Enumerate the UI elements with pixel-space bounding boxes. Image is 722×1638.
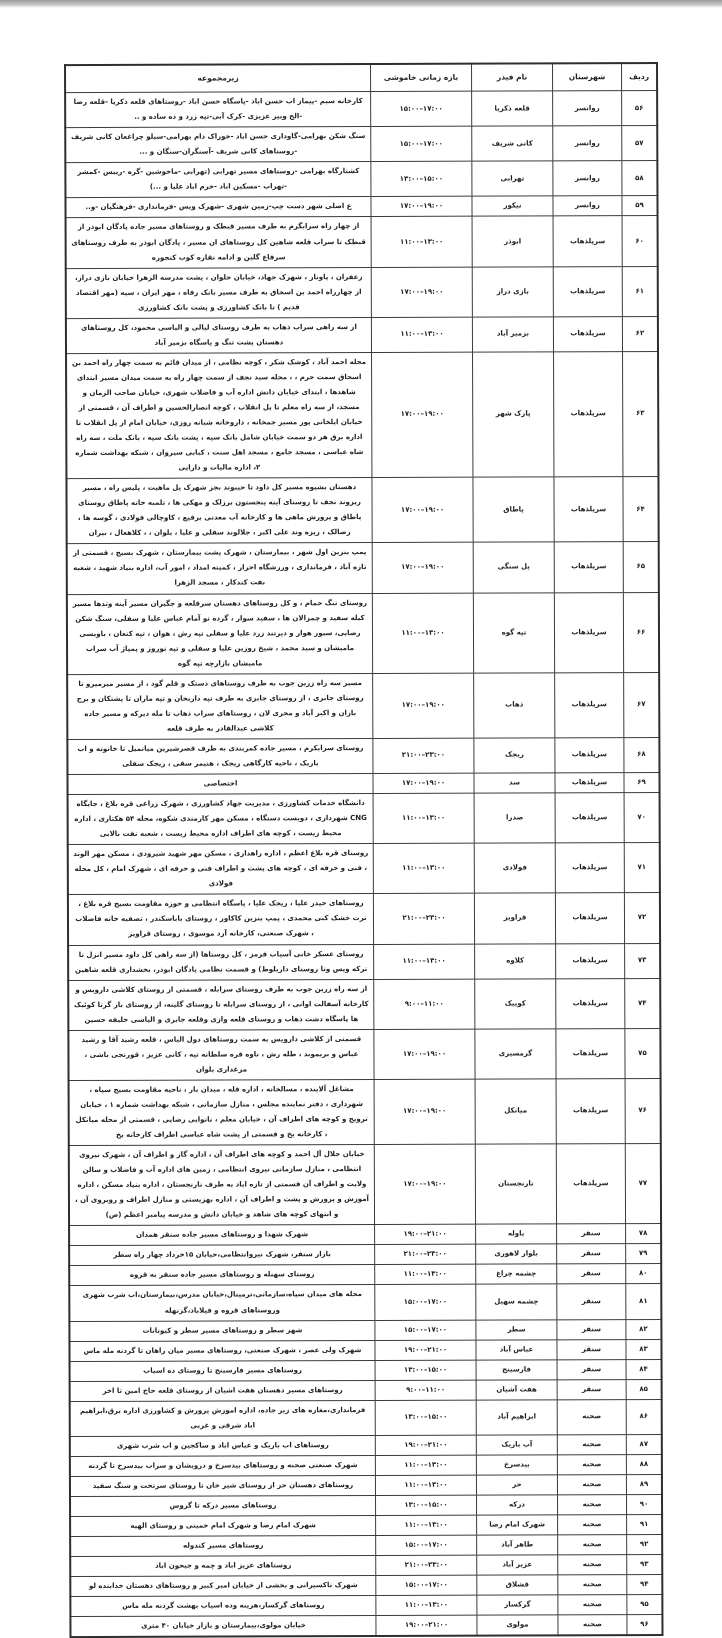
table-row <box>70 1575 662 1597</box>
cell-county: صحنه <box>558 1515 627 1535</box>
table-row <box>67 672 659 739</box>
cell-details: روستاهای عزیز اباد و چمه و جیحون اباد <box>70 1556 376 1577</box>
cell-details: روستاهای مسیر دهستان هفت اشیان از روستای قلعه حاج امین تا اخر <box>70 1380 376 1401</box>
cell-details: روستای سهنله و روستاهای مسیر جاده سنقر به قروه <box>69 1265 375 1286</box>
cell-details: خیابان جلال آل احمد و کوچه های اطراف آن ، اداره گاز و اطراف آن ، شهرک نیروی انتظامی ، منازل سازمانی نیروی انتظامی ، زمین های اداره آب و فاضلاب و سالن ولایت و اطراف آن قسمتی از تازه اباد به طرف نارنجستان ، اداره بنیاد مسکن ، اداره آموزش و پرورش و پشت و اطراف آن ، اداره بهزیستی و منازل اطراف و روبروی آن ، و انتهای کوچه های شاهد و خیابان دانش و مدرسه پیامبر اعظم (ص) <box>69 1145 375 1226</box>
cell-county: سرپلذهاب <box>555 793 624 843</box>
cell-county: سرپلذهاب <box>554 592 623 672</box>
cell-county: سرپلذهاب <box>555 738 624 773</box>
cell-row: ۸۱ <box>626 1284 662 1319</box>
cell-details: پمپ بنزین اول شهر ، بیمارستان ، شهرک پشت بیمارستان ، شهرک بسیج ، قسمتی از تازه آباد ، فرمانداری ، ورزشگاه احرار ، کمیته امداد ، امور آب، اداره بنیاد شهید ، شعبه نفت کندکار ، مسجد الزهرا <box>67 543 373 594</box>
cell-details: قسمتی از کلاشی دارویس به سمت روستاهای دول الیاس ، قلعه رشید آقا و رشید عباس و بریموند ، طله رش ، ناوه قره سلطانه تپه ، کانی عزیز ، قورنجی باشی ، مرغداری بلوان <box>68 1029 374 1080</box>
cell-feeder: سد <box>474 773 555 793</box>
cell-time: ۱۳:۰۰–۱۵:۰۰ <box>375 1360 476 1380</box>
table-row <box>66 316 658 353</box>
cell-details: مسیر سه راه زرین جوب به طرف روستاهای دستک و قلم گود ، از مسیر میرمیرو تا روستای جابری ، از روستای جابری به طرف تپه داربخان و تپه ماران تا پشتکان و برج بازان و اکبر آباد و مجری لان ، روستاهای سراب ذهاب تا مله دیرکه و مسیر جاده کلاشی عبدالقادر به طرف قلعه <box>67 673 373 739</box>
cell-row: ۸۹ <box>626 1474 662 1494</box>
cell-feeder: باوله <box>476 1224 557 1244</box>
table-row <box>70 1535 662 1557</box>
cell-county: سرپلذهاب <box>553 216 622 266</box>
header-feeder: نام فیدر <box>472 63 553 91</box>
cell-details: ع اصلی شهر دست چپ-زمین شهری -شهرک ویس -فرمانداری -فرهنگیان -و.. <box>65 197 371 218</box>
cell-row: ۶۷ <box>624 672 660 737</box>
cell-row: ۷۶ <box>625 1078 661 1143</box>
cell-county: صحنه <box>557 1475 626 1495</box>
cell-time: ۱۱:۰۰–۱۳:۰۰ <box>376 1595 477 1615</box>
cell-row: ۶۰ <box>622 216 658 266</box>
cell-time: ۱۷:۰۰–۱۹:۰۰ <box>371 267 472 317</box>
header-outage-time: بازه زمانی خاموشی <box>371 64 472 92</box>
cell-feeder: نارنجستان <box>475 1144 556 1225</box>
table-row <box>70 1494 662 1516</box>
cell-row: ۷۷ <box>625 1144 661 1224</box>
cell-details: اختصاصی <box>67 774 373 795</box>
cell-feeder: تپه گوه <box>473 592 554 673</box>
table-row <box>70 1615 662 1638</box>
cell-time: ۱۱:۰۰–۱۳:۰۰ <box>375 1265 476 1285</box>
table-row <box>69 1264 661 1286</box>
cell-county: سرپلذهاب <box>555 672 624 737</box>
cell-time: ۱۱:۰۰–۱۳:۰۰ <box>372 593 473 674</box>
cell-row: ۶۱ <box>622 266 658 316</box>
table-row <box>68 893 660 945</box>
cell-feeder: کلاوه <box>475 943 556 978</box>
cell-time: ۲۱:۰۰–۲۳:۰۰ <box>375 1245 476 1265</box>
cell-feeder: کوییک <box>475 978 556 1028</box>
cell-details: زعفران ، پاونار ، شهرک جهاد، خیابان حلوان ، پشت مدرسه الزهرا خیابان بازی دراز، از چهارراه احمد بن اسحاق به طرف مسیر بانک رفاه ، مهر ایران ، سپه (مهر اقتصاد قدیم ) تا بانک کشاورزی و پشت بانک کشاورزی <box>66 267 372 318</box>
cell-details: شهرک صنعتی صحنه و روستاهای بیدسرخ و درویشان و سراب بیدسرخ تا گردنه <box>70 1455 376 1476</box>
cell-feeder: چشمه چراغ <box>476 1264 557 1284</box>
cell-details: شهرک شهدا و روستاهای مسیر جاده سنقر همدان <box>69 1225 375 1246</box>
cell-time: ۲۱:۰۰–۲۳:۰۰ <box>373 738 474 773</box>
cell-details: از سه راه زرین جوب به طرف روستای سرابله ، قسمتی از روستای کلاشی دارویس و کارخانه آسفالت اوانی ، از روستای سرابله تا روستای گلینه، از روستای باز گرتا کوئیک ها پاسگاه دشت ذهاب و روستای قلعه وازی وقلعه جابری و الیاسی خلیفه حسین <box>68 979 374 1030</box>
cell-county: صحنه <box>558 1535 627 1555</box>
cell-county: صحنه <box>558 1595 627 1615</box>
table-row <box>69 1224 661 1246</box>
cell-row: ۹۶ <box>627 1615 663 1636</box>
cell-row: ۶۹ <box>624 773 660 793</box>
cell-county: سنقر <box>557 1244 626 1264</box>
cell-row: ۸۶ <box>626 1399 662 1434</box>
cell-feeder: بازی دراز <box>472 266 553 316</box>
table-row <box>69 1144 661 1226</box>
cell-feeder: بیدسرخ <box>476 1455 557 1475</box>
cell-details: مشاغل آلاینده ، مسالخانه ، اداره قله ، میدان بار ، ناحیه مقاومت بسیج سپاه ، شهرداری ، دفتر نماینده مجلس ، منازل سازمانی ، شبکه بهداشت شماره ۱ ، خیابان ترویج و کوچه های اطراف آن ، خیابان معلم ، نانوایی رضایی ، قسمتی از محله میانکل ، کارخانه یخ و قسمتی از پشت شاه عباسی اطراف کارخانه یخ <box>69 1079 375 1145</box>
cell-county: سنقر <box>557 1319 626 1339</box>
cell-time: ۱۹:۰۰–۲۱:۰۰ <box>376 1615 477 1636</box>
cell-county: صحنه <box>558 1575 627 1595</box>
cell-row: ۹۰ <box>627 1494 663 1514</box>
table-row <box>66 477 658 544</box>
cell-details: روستای عسکر خانی آسیاب قرمز ، کل روستاها (از سه راهی کل داود مسیر انزل تا ترکه ویس وتا روستای داربلوط) و قسمت نظامی پادگان ابوذر، بخشداری قلعه شاهین <box>68 944 374 980</box>
cell-row: ۷۲ <box>624 893 660 943</box>
cell-county: سرپلذهاب <box>556 978 625 1028</box>
cell-details: دانشگاه خدمات کشاورزی ، مدیریت جهاد کشاورزی ، شهرک زراعی قره بلاغ ، جایگاه CNG شهرداری ، دویست دستگاه ، مسکن مهر کارمندی شکوه، محله ۵۴ هکتاری ، اداره محیط زیست ، کوچه های اطراف اداره محیط زیست ، شعبه نفت بالایی <box>68 794 374 845</box>
cell-details: خیابان مولوی،بیمارستان و بازار خیابان ۴۰ متری <box>70 1616 376 1638</box>
cell-time: ۱۳:۰۰–۱۵:۰۰ <box>371 161 472 196</box>
cell-details: محله احمد آباد ، کوشک شکر ، کوچه نظامی ، از میدان قائم به سمت چهار راه احمد بن اسحاق سمت حرم ، ، محله سید نجف از سمت چهار راه به سمت میدان مسیر ابتدای شاهدها ، ابتدای خیابان دانش اداره آب و فاضلاب شهری، خیابان صاحب الزمان و مسجد، از سه راه معلم تا پل انقلاب ، کوچه انصارالحسین و اطراف آن ، قسمتی از خیابان ایلخانی پور مسیر جمخانه ، داروخانه شبانه روزی، خیابان امام از پل انقلاب تا اداره برق هر دو سمت خیابان شامل بانک سپه ، پشت بانک سپه ، بانک ملت ، سه راه شاه عباسی ، مسجد جامع ، مسجد اهل سنت ، کبابی سیروان ، شبکه بهداشت شماره ۲، اداره مالیات و دارایی <box>66 352 372 478</box>
cell-feeder: حر <box>476 1475 557 1495</box>
cell-details: روستای سرابکرم ، مسیر جاده کمربندی به طرف قصرشیرین میانمیل تا خانوته و اب باریک ، ناحیه کارگاهی ریجک ، هنیمر سقی ، ریجک سفلی <box>67 738 373 774</box>
cell-row: ۶۸ <box>624 737 660 772</box>
cell-time: ۱۱:۰۰–۱۳:۰۰ <box>371 317 472 352</box>
cell-row: ۶۲ <box>622 316 658 351</box>
table-row <box>66 351 658 478</box>
table-header <box>65 63 657 93</box>
table-row <box>68 978 660 1030</box>
cell-feeder: مولوی <box>477 1615 558 1636</box>
cell-time: ۱۷:۰۰–۱۹:۰۰ <box>373 773 474 793</box>
cell-time: ۱۷:۰۰–۱۹:۰۰ <box>372 477 473 543</box>
cell-feeder: نیکور <box>472 196 553 216</box>
cell-feeder: میانکل <box>475 1079 556 1144</box>
table-row <box>67 737 659 774</box>
cell-row: ۹۲ <box>627 1535 663 1555</box>
cell-details: کشتارگاه بهرامی -روستاهای مسیر تهرابی (تهرابی -ماخوشین -گره -رییس -کمشر -تهراب -مسکین اباد -خرم اباد علیا و ...) <box>65 162 371 198</box>
cell-row: ۸۵ <box>626 1379 662 1399</box>
photo-edge-shadow <box>0 0 722 8</box>
header-row <box>65 63 657 93</box>
cell-time: ۱۹:۰۰–۲۱:۰۰ <box>375 1340 476 1360</box>
cell-feeder: شهرک امام رضا <box>477 1515 558 1535</box>
cell-county: صحنه <box>558 1495 627 1515</box>
table-row <box>68 943 660 980</box>
cell-time: ۱۷:۰۰–۱۹:۰۰ <box>372 543 473 593</box>
cell-feeder: سطر <box>476 1319 557 1339</box>
cell-row: ۷۴ <box>625 978 661 1028</box>
cell-details: فرمانداری،مغازه های زیر جاده، اداره اموزش پرورش و کشاورزی اداره برق،ابراهیم اباد شرقی و غربی <box>70 1400 376 1436</box>
cell-details: از سه راهی سراب ذهاب به طرف روستای لیالی و الیاسی محمود، کل روستاهای دهستان پشت تنگ و پاسگاه بزمیر آباد <box>66 317 372 353</box>
table-row <box>68 1028 660 1080</box>
cell-feeder: پاطاق <box>473 477 554 542</box>
cell-feeder: صدرا <box>474 793 555 843</box>
cell-row: ۸۴ <box>626 1359 662 1379</box>
outage-schedule-table <box>64 62 663 1638</box>
cell-time: ۹:۰۰–۱۱:۰۰ <box>374 979 475 1029</box>
cell-time: ۱۹:۰۰–۲۱:۰۰ <box>375 1224 476 1244</box>
table-row <box>70 1555 662 1577</box>
cell-county: سرپلذهاب <box>555 843 624 893</box>
cell-time: ۱۱:۰۰–۱۳:۰۰ <box>376 1515 477 1535</box>
header-county: شهرستان <box>553 63 622 91</box>
cell-feeder: پارک شهر <box>473 352 554 478</box>
cell-feeder: طاهر آباد <box>477 1535 558 1555</box>
cell-row: ۷۸ <box>626 1224 662 1244</box>
table-row <box>70 1434 662 1456</box>
table-row <box>70 1474 662 1496</box>
cell-row: ۹۳ <box>627 1555 663 1575</box>
cell-row: ۷۱ <box>624 843 660 893</box>
cell-details: دهستان بشیوه مسیر کل داود تا حیبوند بجز شهرک پل ماهیت ، پلیس راه ، مسیر ریزوند نجف تا روستای آینه پنجستون برزلک و مهکی ها ، تلمبه خانه پاطاق روستای پاطاق و پرورش ماهی ها و کارخانه آب معدنی برفیع ، کاوچالی فولادی ، گوسه ها ، رضالک ، ریزه وند علی اکبر ، جلالوند سفلی و علیا ، بلوان ، ، کلاهعال ، بیران <box>66 478 372 544</box>
cell-time: ۱۹:۰۰–۲۱:۰۰ <box>375 1435 476 1455</box>
cell-time: ۱۷:۰۰–۱۹:۰۰ <box>374 1144 475 1225</box>
cell-details: شهر سطر و روستاهای مسیر سطر و کیونانات <box>69 1320 375 1341</box>
cell-time: ۱۷:۰۰–۱۹:۰۰ <box>374 1029 475 1079</box>
cell-county: سنقر <box>557 1379 626 1399</box>
cell-row: ۶۳ <box>623 351 659 476</box>
cell-time: ۱۷:۰۰–۱۹:۰۰ <box>372 352 473 478</box>
cell-county: سرپلذهاب <box>554 542 623 592</box>
cell-time: ۱۷:۰۰–۱۹:۰۰ <box>373 673 474 739</box>
cell-county: سنقر <box>557 1359 626 1379</box>
cell-row: ۷۰ <box>624 793 660 843</box>
cell-feeder: چشمه سهیل <box>476 1284 557 1319</box>
cell-details: روستای قره بلاغ اعظم ، اداره راهداری ، مسکن مهر شهید شیرودی ، مسکن مهر الوند ، فنی و حرفه ای ، کوچه های پشت و اطراف فنی و حرفه ای ، شهرک امام ، کل محله فولادی <box>68 844 374 895</box>
cell-details: روستاهای حیدر علیا ، ریجک علیا ، پاسگاه انتظامی و حوزه مقاومت بسیج قره بلاغ ، ترت خشک کنی محمدی ، پمپ بنزین کاکاور ، روستای باباسکندر ، تصفیه خانه فاضلاب ، شهرک صنعتی، کارخانه آرد موسوی ، روستای قراویز <box>68 894 374 945</box>
table-row <box>66 216 658 268</box>
cell-feeder: عزیز آباد <box>477 1555 558 1575</box>
cell-row: ۷۹ <box>626 1244 662 1264</box>
cell-time: ۱۷:۰۰–۱۹:۰۰ <box>371 197 472 217</box>
cell-county: سرپلذهاب <box>554 351 623 477</box>
cell-row: ۸۳ <box>626 1339 662 1359</box>
cell-row: ۹۱ <box>627 1515 663 1535</box>
cell-row: ۵۷ <box>622 126 658 161</box>
table-row <box>67 592 659 674</box>
cell-county: سنقر <box>557 1264 626 1284</box>
cell-county: سرپلذهاب <box>553 316 622 351</box>
cell-county: سرپلذهاب <box>556 1079 625 1144</box>
cell-time: ۱۱:۰۰–۱۳:۰۰ <box>375 1455 476 1475</box>
table-row <box>69 1339 661 1361</box>
cell-time: ۲۱:۰۰–۲۳:۰۰ <box>376 1555 477 1575</box>
cell-feeder: بلوار لاهوری <box>476 1244 557 1264</box>
cell-time: ۱۱:۰۰–۱۳:۰۰ <box>371 217 472 267</box>
cell-row: ۶۶ <box>623 592 659 672</box>
table-row <box>65 161 657 198</box>
cell-county: روانسر <box>553 161 622 196</box>
cell-county: سرپلذهاب <box>556 943 625 978</box>
cell-time: ۱۵:۰۰–۱۷:۰۰ <box>376 1575 477 1595</box>
cell-details: روستاهای دهستان حر از روستای شیر خان تا روستای سرتخت و سنگ سفید <box>70 1475 376 1496</box>
cell-row: ۹۴ <box>627 1575 663 1595</box>
table-row <box>70 1399 662 1436</box>
cell-row: ۷۵ <box>625 1028 661 1078</box>
table-row <box>69 1078 661 1145</box>
cell-feeder: بزمیر آباد <box>472 317 553 352</box>
outage-table-body <box>65 91 662 1638</box>
table-row <box>65 196 657 218</box>
cell-feeder: ریجک <box>474 738 555 773</box>
table-row <box>70 1595 662 1617</box>
cell-row: ۵۶ <box>622 91 658 126</box>
table-row <box>66 266 658 318</box>
cell-details: روستاهای مسیر فارسینج تا روستای ده اسیاب <box>70 1360 376 1381</box>
cell-feeder: فارسینج <box>476 1360 557 1380</box>
cell-county: سنقر <box>557 1284 626 1319</box>
cell-feeder: پل سنگی <box>473 542 554 592</box>
cell-feeder: تهرابی <box>472 161 553 196</box>
cell-details: شهرک ولی عصر ، شهرک صنعتی، روستاهای مسیر میان راهان تا گردنه مله ماس <box>69 1340 375 1361</box>
cell-county: سرپلذهاب <box>554 477 623 542</box>
cell-county: سرپلذهاب <box>556 1028 625 1078</box>
cell-details: کارخانه سیم -پیماز اب حسن اباد -پاسگاه حسن اباد -روستاهای قلعه ذکریا -قلعه رضا -الج وبیر عزیزی -کرک آبی-تپه زرد و ده ساده و .. <box>65 92 371 128</box>
table-row <box>68 843 660 895</box>
cell-county: سنقر <box>557 1224 626 1244</box>
table-row <box>65 91 657 128</box>
table-row <box>70 1379 662 1401</box>
cell-county: روانسر <box>553 91 622 126</box>
cell-county: روانسر <box>553 196 622 216</box>
header-subset: زیرمجموعه <box>65 64 371 93</box>
cell-county: صحنه <box>557 1454 626 1474</box>
table-row <box>67 773 659 795</box>
cell-feeder: قشلاق <box>477 1575 558 1595</box>
cell-details: روستاهای مسیر کندوله <box>70 1536 376 1557</box>
cell-time: ۱۱:۰۰–۱۳:۰۰ <box>375 1475 476 1495</box>
cell-row: ۷۳ <box>625 943 661 978</box>
cell-feeder: گرمسیری <box>475 1029 556 1079</box>
cell-row: ۶۴ <box>623 477 659 542</box>
cell-time: ۱۳:۰۰–۱۵:۰۰ <box>376 1495 477 1515</box>
cell-feeder: قراویز <box>474 893 555 943</box>
table-row <box>70 1359 662 1381</box>
table-row <box>68 793 660 845</box>
cell-row: ۹۵ <box>627 1595 663 1615</box>
table-row <box>69 1284 661 1321</box>
cell-row: ۸۸ <box>626 1454 662 1474</box>
cell-row: ۵۹ <box>622 196 658 216</box>
cell-time: ۱۷:۰۰–۱۹:۰۰ <box>374 1079 475 1145</box>
cell-time: ۱۱:۰۰–۱۳:۰۰ <box>374 944 475 979</box>
table-row <box>67 542 659 594</box>
cell-time: ۱۵:۰۰–۱۷:۰۰ <box>375 1320 476 1340</box>
cell-details: شهرک امام رضا و شهرک امام خمینی و روستای الهیه <box>70 1516 376 1537</box>
table-row <box>69 1319 661 1341</box>
cell-county: روانسر <box>553 126 622 161</box>
cell-time: ۹:۰۰–۱۱:۰۰ <box>375 1380 476 1400</box>
table-row <box>70 1515 662 1537</box>
cell-details: محله های میدان سپاه،سازمانی،ترمینال،خیابان مدرس،بیمارستان،اب شرب شهری وروستاهای قروه و فیلاباد،گزنهله <box>69 1285 375 1321</box>
cell-feeder: ابراهیم آباد <box>476 1400 557 1435</box>
cell-time: ۱۵:۰۰–۱۷:۰۰ <box>371 126 472 161</box>
cell-feeder: ذهاب <box>474 673 555 738</box>
cell-county: سنقر <box>557 1339 626 1359</box>
table-row <box>69 1244 661 1266</box>
cell-time: ۱۱:۰۰–۱۳:۰۰ <box>373 793 474 843</box>
table-row <box>65 126 657 163</box>
header-rank: ردیف <box>622 63 658 91</box>
cell-feeder: فولادی <box>474 843 555 893</box>
cell-county: صحنه <box>558 1615 627 1636</box>
cell-time: ۱۵:۰۰–۱۷:۰۰ <box>371 91 472 126</box>
cell-feeder: درکه <box>477 1495 558 1515</box>
cell-details: روستای تنگ حمام ، و کل روستاهای دهستان سرقلعه و جگیران مسیر آینه وتدها مسیر کیله سفید و چمزالان ها ، سفید سوار ، گرده تو آمام عباس علیا و سفلی، سنگ شکن رضایی، سیور هوار و دیرتند زرد علیا و سفلی تپه رش ، هوان ، تپه کنعان ، باویسی مامیشان و سید محمد ، شیخ روزین علیا و سفلی و تپه نوروز و پمپاژ آب سراب مامیشان بازارچه تپه گوه <box>67 593 373 674</box>
cell-time: ۱۵:۰۰–۱۷:۰۰ <box>375 1285 476 1320</box>
cell-feeder: قلعه ذکریا <box>472 91 553 126</box>
document-page <box>64 62 663 1638</box>
cell-feeder: هفت آشیان <box>476 1380 557 1400</box>
cell-county: صحنه <box>557 1399 626 1434</box>
cell-feeder: کانی شریف <box>472 126 553 161</box>
cell-details: روستاهای گرکسار،هرینه وده اسیاب بهشت گردنه مله ماس <box>70 1596 376 1617</box>
cell-details: روستاهای مسیر درکه تا گروس <box>70 1495 376 1516</box>
cell-row: ۵۸ <box>622 161 658 196</box>
cell-feeder: گرکسار <box>477 1595 558 1615</box>
cell-feeder: ابوذر <box>472 216 553 266</box>
cell-details: شهرک تاکسیرانی و بخشی از خیابان امیر کبیر و روستاهای دهستان خدابنده لو <box>70 1576 376 1597</box>
table-row <box>70 1454 662 1476</box>
cell-county: سرپلذهاب <box>556 1144 625 1224</box>
cell-time: ۱۵:۰۰–۱۷:۰۰ <box>376 1535 477 1555</box>
cell-row: ۶۵ <box>623 542 659 592</box>
cell-county: صحنه <box>557 1434 626 1454</box>
cell-county: سرپلذهاب <box>555 893 624 943</box>
cell-row: ۸۰ <box>626 1264 662 1284</box>
cell-details: بازار سنقر، شهرک نیروانتظامی،خیابان ۱۵خرداد چهار راه سطر <box>69 1245 375 1266</box>
cell-details: از چهار راه سرابگرم به طرف مسیر قبطک و روستاهای مسیر جاده پادگان ابوذر از قبطک تا سراب قلعه شاهین کل روستاهای ان مسیر ، پادگان ابوذر به طرف روستاهای سرقاع گلین و ادامه نقاره کوب کنجوره <box>66 217 372 268</box>
cell-county: صحنه <box>558 1555 627 1575</box>
cell-county: سرپلذهاب <box>553 266 622 316</box>
cell-county: سرپلذهاب <box>555 773 624 793</box>
cell-time: ۲۱:۰۰–۲۳:۰۰ <box>373 894 474 944</box>
cell-details: سنگ شکن بهرامی-گاوداری حسن اباد -خوراک دام بهرامی-سیلو چراغعان کانی شریف -روستاهای کانی شریف -آسنگران-سنگان و ... <box>65 127 371 163</box>
cell-row: ۸۷ <box>626 1434 662 1454</box>
cell-feeder: عباس آباد <box>476 1339 557 1359</box>
cell-time: ۱۱:۰۰–۱۳:۰۰ <box>373 843 474 893</box>
cell-details: روستاهای اب باریک و عباس اباد و ساکجین و اب شرب شهری <box>70 1435 376 1456</box>
cell-time: ۱۳:۰۰–۱۵:۰۰ <box>375 1400 476 1435</box>
cell-feeder: آب باریک <box>476 1435 557 1455</box>
cell-row: ۸۲ <box>626 1319 662 1339</box>
